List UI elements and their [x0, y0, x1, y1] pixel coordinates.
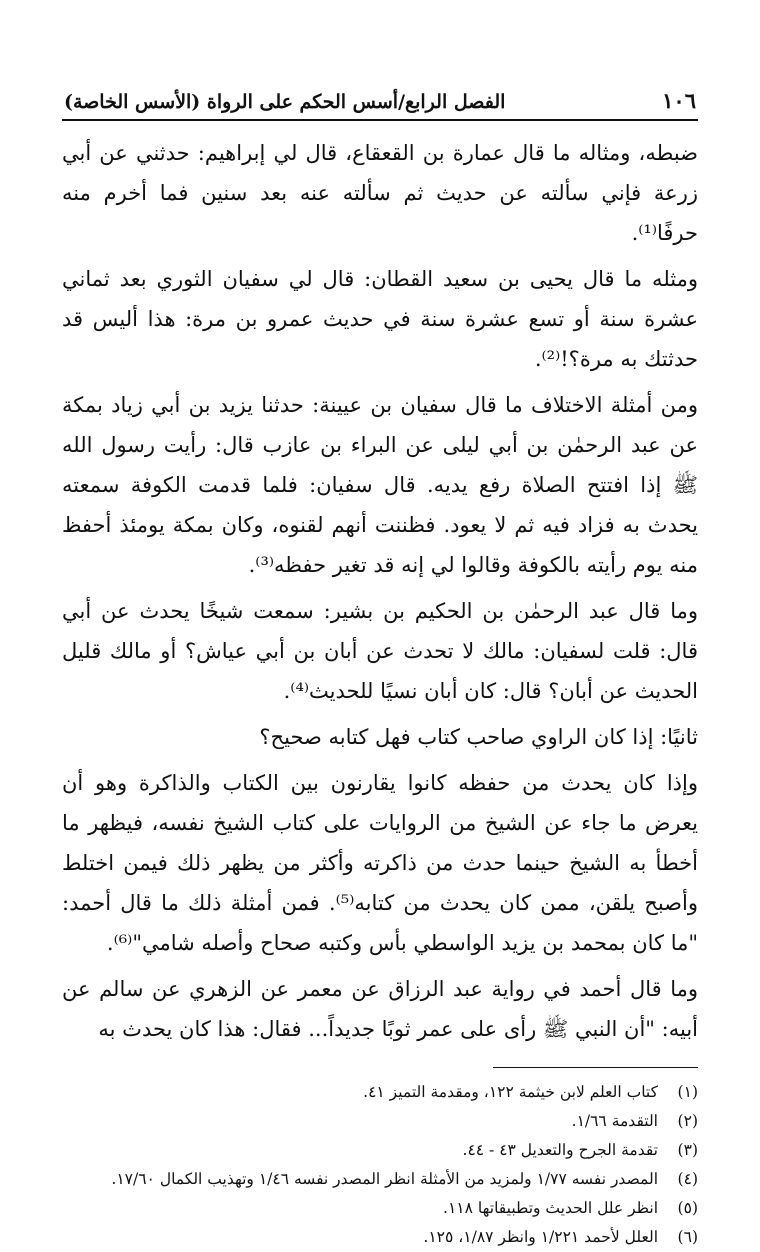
footnote — [62, 1078, 698, 1107]
book-page — [62, 88, 698, 1252]
chapter-title: الفصل الرابع/أسس الحكم على الرواة (الأسس الخاصة) — [64, 91, 506, 113]
footnote — [62, 1223, 698, 1252]
paragraph: وما قال عبد الرحمٰن بن الحكيم بن بشير: سمعت شيخًا يحدث عن أبي قال: قلت لسفيان: مالك لا تحدث عن أبان بن أبي عياش؟ أو مالك قليل الحديث عن أبان؟ قال: كان أبان نسيًا للحديث⁽⁴⁾. — [62, 599, 698, 703]
footnote-separator — [493, 1067, 698, 1068]
footnote — [62, 1165, 698, 1194]
page-number: ١٠٦ — [662, 88, 696, 113]
footnote-text: التقدمة ١/٦٦. — [571, 1112, 658, 1130]
footnote-number: (١) — [677, 1083, 698, 1101]
running-header — [62, 88, 698, 121]
main-text — [62, 133, 698, 1049]
footnote-text: المصدر نفسه ١/٧٧ ولمزيد من الأمثلة انظر المصدر نفسه ١/٤٦ وتهذيب الكمال ١٧/٦٠. — [111, 1170, 658, 1188]
footnote-number: (٦) — [677, 1228, 698, 1246]
footnote-number: (٥) — [677, 1199, 698, 1217]
footnote-number: (٢) — [677, 1112, 698, 1130]
footnote — [62, 1136, 698, 1165]
footnote — [62, 1194, 698, 1223]
footnote-number: (٣) — [677, 1141, 698, 1159]
footnote-text: العلل لأحمد ١/٢٢١ وانظر ١/٨٧، ١٢٥. — [423, 1228, 658, 1246]
footnote-number: (٤) — [677, 1170, 698, 1188]
footnotes — [62, 1078, 698, 1252]
paragraph: وما قال أحمد في رواية عبد الرزاق عن معمر عن الزهري عن سالم عن أبيه: "أن النبي ﷺ رأى على عمر ثوبًا جديداً... فقال: هذا كان يحدث به — [62, 977, 698, 1041]
footnote-text: تقدمة الجرح والتعديل ٤٣ - ٤٤. — [462, 1141, 658, 1159]
paragraph: ومن أمثلة الاختلاف ما قال سفيان بن عيينة: حدثنا يزيد بن أبي زياد بمكة عن عبد الرحمٰن بن أبي ليلى عن البراء بن عازب قال: رأيت رسول الله ﷺ إذا افتتح الصلاة رفع يديه. قال سفيان: فلما قدمت الكوفة سمعته يحدث به فزاد فيه ثم لا يعود. فظننت أنهم لقنوه، وكان بمكة يومئذ أحفظ منه يوم رأيته بالكوفة وقالوا لي إنه قد تغير حفظه⁽³⁾. — [62, 393, 698, 577]
paragraph: ومثله ما قال يحيى بن سعيد القطان: قال لي سفيان الثوري بعد ثماني عشرة سنة أو تسع عشرة سنة في حديث عمرو بن مرة: هذا أليس قد حدثتك به مرة؟!⁽²⁾. — [62, 267, 698, 371]
section-heading: ثانيًا: إذا كان الراوي صاحب كتاب فهل كتابه صحيح؟ — [259, 725, 698, 749]
footnote-text: انظر علل الحديث وتطبيقاتها ١١٨. — [443, 1199, 658, 1217]
paragraph: وإذا كان يحدث من حفظه كانوا يقارنون بين الكتاب والذاكرة وهو أن يعرض ما جاء عن الشيخ من الروايات على كتاب الشيخ نفسه، فيظهر ما أخطأ به الشيخ حينما حدث من ذاكرته وأكثر من يظهر ذلك فيمن اختلط وأصبح يلقن، ممن كان يحدث من كتابه⁽⁵⁾. فمن أمثلة ذلك ما قال أحمد: "ما كان بمحمد بن يزيد الواسطي بأس وكتبه صحاح وأصله شامي"⁽⁶⁾. — [62, 771, 698, 955]
footnote — [62, 1107, 698, 1136]
paragraph: ضبطه، ومثاله ما قال عمارة بن القعقاع، قال لي إبراهيم: حدثني عن أبي زرعة فإني سألته عن حديث ثم سألته عنه بعد سنين فما أخرم منه حرفًا⁽¹⁾. — [62, 141, 698, 245]
footnote-text: كتاب العلم لابن خيثمة ١٢٢، ومقدمة التميز ٤١. — [363, 1083, 658, 1101]
